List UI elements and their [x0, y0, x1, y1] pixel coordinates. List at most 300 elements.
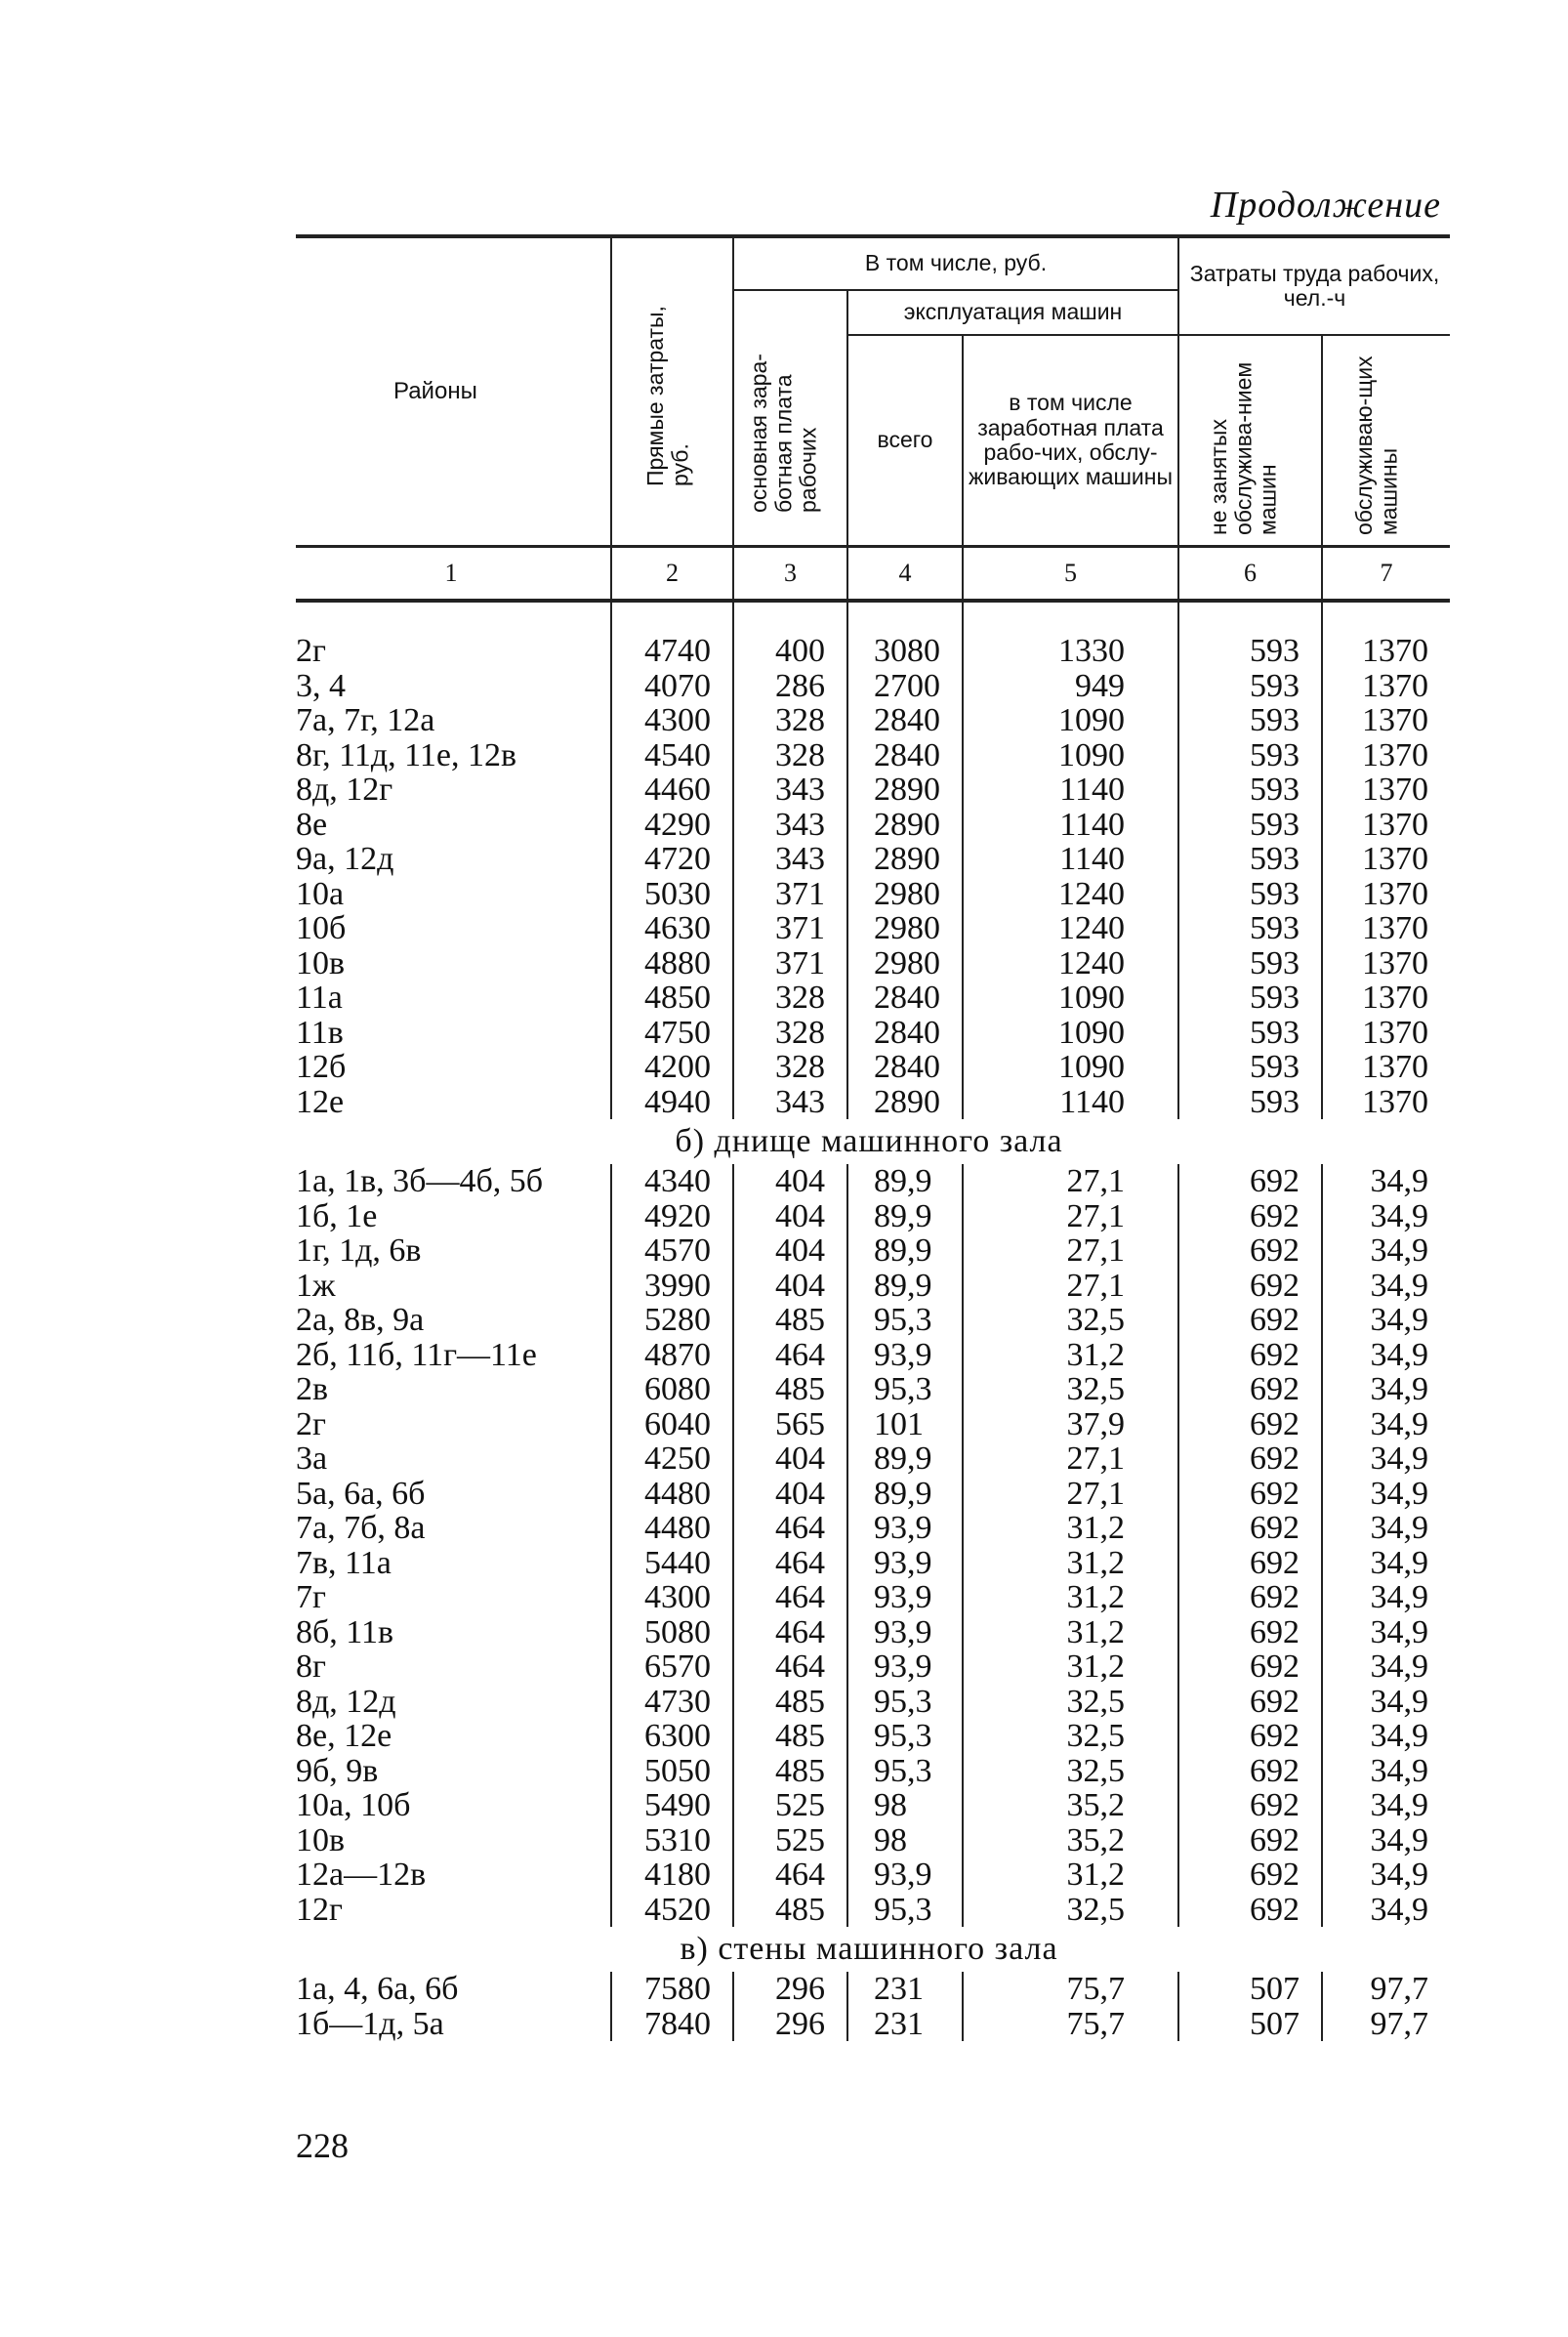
value-cell: 6570	[611, 1649, 733, 1685]
value-cell: 27,1	[963, 1477, 1178, 1512]
spacer-cell	[1178, 601, 1322, 634]
value-cell: 692	[1178, 1754, 1322, 1789]
value-cell: 4940	[611, 1085, 733, 1120]
table-row	[296, 1511, 1450, 1546]
table-row	[296, 1085, 1450, 1120]
value-cell: 27,1	[963, 1164, 1178, 1199]
table-row	[296, 1685, 1450, 1720]
value-cell: 34,9	[1322, 1199, 1450, 1234]
value-cell: 4570	[611, 1233, 733, 1269]
value-cell: 525	[733, 1823, 847, 1858]
value-cell: 593	[1178, 634, 1322, 669]
value-cell: 343	[733, 842, 847, 877]
column-number: 5	[963, 547, 1178, 602]
value-cell: 34,9	[1322, 1685, 1450, 1720]
district-cell: 10в	[296, 1821, 346, 1858]
value-cell: 34,9	[1322, 1269, 1450, 1304]
value-cell: 593	[1178, 842, 1322, 877]
table-row	[296, 1719, 1450, 1754]
value-cell: 593	[1178, 772, 1322, 808]
column-number: 4	[847, 547, 963, 602]
value-cell: 34,9	[1322, 1407, 1450, 1442]
value-cell: 1370	[1322, 808, 1450, 843]
value-cell: 464	[733, 1511, 847, 1546]
value-cell: 2890	[847, 1085, 963, 1120]
value-cell: 1140	[963, 772, 1178, 808]
value-cell: 95,3	[847, 1893, 963, 1928]
column-number: 3	[733, 547, 847, 602]
value-cell: 404	[733, 1477, 847, 1512]
value-cell: 3990	[611, 1269, 733, 1304]
table-row	[296, 1477, 1450, 1512]
spacer-cell	[847, 601, 963, 634]
value-cell: 5280	[611, 1303, 733, 1338]
value-cell: 34,9	[1322, 1233, 1450, 1269]
value-cell: 692	[1178, 1441, 1322, 1477]
value-cell: 7840	[611, 2007, 733, 2042]
value-cell: 949	[963, 669, 1178, 704]
value-cell: 2890	[847, 808, 963, 843]
value-cell: 5310	[611, 1823, 733, 1858]
value-cell: 400	[733, 634, 847, 669]
district-cell: 8е	[296, 806, 328, 843]
table-row	[296, 1199, 1450, 1234]
value-cell: 4340	[611, 1164, 733, 1199]
value-cell: 34,9	[1322, 1511, 1450, 1546]
header-total: всего	[847, 335, 963, 547]
spacer-cell	[296, 601, 611, 634]
district-cell: 10а, 10б	[296, 1787, 411, 1823]
value-cell: 692	[1178, 1233, 1322, 1269]
value-cell: 34,9	[1322, 1754, 1450, 1789]
district-cell: 8г	[296, 1648, 326, 1685]
value-cell: 692	[1178, 1580, 1322, 1615]
value-cell: 34,9	[1322, 1788, 1450, 1823]
header-including-wages: в том числе заработная плата рабо-чих, обслу-живающих машины	[963, 335, 1178, 547]
table-row	[296, 1233, 1450, 1269]
value-cell: 93,9	[847, 1511, 963, 1546]
district-cell: 8б, 11в	[296, 1613, 394, 1650]
district-cell: 8д, 12г	[296, 772, 393, 808]
district-cell: 12е	[296, 1083, 345, 1120]
value-cell: 27,1	[963, 1199, 1178, 1234]
value-cell: 4520	[611, 1893, 733, 1928]
table-row	[296, 634, 1450, 669]
value-cell: 593	[1178, 946, 1322, 981]
district-cell: 12а—12в	[296, 1857, 427, 1893]
table-row	[296, 772, 1450, 808]
district-cell: 2г	[296, 633, 326, 669]
table-row	[296, 1372, 1450, 1407]
value-cell: 485	[733, 1893, 847, 1928]
value-cell: 1140	[963, 808, 1178, 843]
table-row	[296, 946, 1450, 981]
value-cell: 34,9	[1322, 1338, 1450, 1373]
header-base-wages: основная зара-ботная плата рабочих	[733, 290, 847, 547]
district-cell: 11а	[296, 980, 343, 1016]
value-cell: 93,9	[847, 1857, 963, 1893]
value-cell: 2980	[847, 877, 963, 912]
value-cell: 464	[733, 1580, 847, 1615]
value-cell: 95,3	[847, 1719, 963, 1754]
value-cell: 4300	[611, 1580, 733, 1615]
district-cell: 3, 4	[296, 667, 346, 704]
value-cell: 95,3	[847, 1754, 963, 1789]
value-cell: 692	[1178, 1685, 1322, 1720]
value-cell: 328	[733, 703, 847, 738]
value-cell: 4740	[611, 634, 733, 669]
value-cell: 328	[733, 1016, 847, 1051]
value-cell: 4880	[611, 946, 733, 981]
value-cell: 4200	[611, 1050, 733, 1085]
district-cell: 5а, 6а, 6б	[296, 1475, 426, 1512]
value-cell: 1370	[1322, 946, 1450, 981]
table-row	[296, 669, 1450, 704]
value-cell: 1090	[963, 738, 1178, 773]
value-cell: 34,9	[1322, 1441, 1450, 1477]
value-cell: 6040	[611, 1407, 733, 1442]
cost-table	[296, 234, 1450, 2041]
value-cell: 6300	[611, 1719, 733, 1754]
value-cell: 485	[733, 1372, 847, 1407]
value-cell: 507	[1178, 2007, 1322, 2042]
value-cell: 5490	[611, 1788, 733, 1823]
district-cell: 9б, 9в	[296, 1752, 379, 1789]
value-cell: 1090	[963, 703, 1178, 738]
value-cell: 75,7	[963, 1972, 1178, 2007]
value-cell: 101	[847, 1407, 963, 1442]
column-number: 1	[296, 547, 611, 602]
district-cell: 1ж	[296, 1267, 336, 1304]
value-cell: 286	[733, 669, 847, 704]
value-cell: 593	[1178, 911, 1322, 946]
value-cell: 1370	[1322, 738, 1450, 773]
value-cell: 4460	[611, 772, 733, 808]
table-row	[296, 2007, 1450, 2042]
value-cell: 34,9	[1322, 1546, 1450, 1581]
value-cell: 1140	[963, 842, 1178, 877]
value-cell: 32,5	[963, 1372, 1178, 1407]
value-cell: 1370	[1322, 1085, 1450, 1120]
value-cell: 4720	[611, 842, 733, 877]
district-cell: 3а	[296, 1440, 328, 1477]
value-cell: 485	[733, 1719, 847, 1754]
value-cell: 464	[733, 1338, 847, 1373]
value-cell: 89,9	[847, 1269, 963, 1304]
section-title: б) днище машинного зала	[675, 1123, 1063, 1159]
section-title-row	[296, 1119, 1450, 1164]
value-cell: 89,9	[847, 1164, 963, 1199]
district-cell: 7г	[296, 1579, 326, 1615]
value-cell: 343	[733, 772, 847, 808]
value-cell: 93,9	[847, 1338, 963, 1373]
value-cell: 565	[733, 1407, 847, 1442]
table-row	[296, 1972, 1450, 2007]
value-cell: 692	[1178, 1511, 1322, 1546]
district-cell: 1а, 1в, 3б—4б, 5б	[296, 1163, 544, 1199]
value-cell: 404	[733, 1441, 847, 1477]
value-cell: 328	[733, 1050, 847, 1085]
header-machine-operation: эксплуатация машин	[847, 290, 1178, 335]
table-row	[296, 703, 1450, 738]
spacer-cell	[611, 601, 733, 634]
table-row	[296, 1615, 1450, 1650]
table-row	[296, 1893, 1450, 1928]
table-row	[296, 1546, 1450, 1581]
value-cell: 5030	[611, 877, 733, 912]
district-cell: 2б, 11б, 11г—11е	[296, 1336, 537, 1373]
value-cell: 692	[1178, 1649, 1322, 1685]
continuation-label: Продолжение	[1210, 185, 1441, 226]
district-cell: 1а, 4, 6а, 6б	[296, 1971, 459, 2007]
value-cell: 1370	[1322, 669, 1450, 704]
district-cell: 7а, 7г, 12а	[296, 702, 435, 738]
value-cell: 89,9	[847, 1477, 963, 1512]
value-cell: 34,9	[1322, 1372, 1450, 1407]
table-row	[296, 1788, 1450, 1823]
value-cell: 2890	[847, 842, 963, 877]
table-row	[296, 877, 1450, 912]
value-cell: 692	[1178, 1407, 1322, 1442]
value-cell: 692	[1178, 1788, 1322, 1823]
value-cell: 4300	[611, 703, 733, 738]
value-cell: 89,9	[847, 1441, 963, 1477]
value-cell: 4540	[611, 738, 733, 773]
value-cell: 593	[1178, 1085, 1322, 1120]
value-cell: 231	[847, 2007, 963, 2042]
value-cell: 31,2	[963, 1511, 1178, 1546]
header-labor-costs: Затраты труда рабочих, чел.-ч	[1178, 236, 1450, 335]
page-number: 228	[296, 2126, 349, 2165]
table-row	[296, 1016, 1450, 1051]
value-cell: 95,3	[847, 1685, 963, 1720]
value-cell: 31,2	[963, 1615, 1178, 1650]
value-cell: 343	[733, 1085, 847, 1120]
value-cell: 231	[847, 1972, 963, 2007]
table-row	[296, 1580, 1450, 1615]
district-cell: 7в, 11а	[296, 1544, 392, 1581]
value-cell: 692	[1178, 1338, 1322, 1373]
value-cell: 35,2	[963, 1823, 1178, 1858]
table-row	[296, 1754, 1450, 1789]
value-cell: 692	[1178, 1372, 1322, 1407]
spacer-cell	[733, 601, 847, 634]
value-cell: 692	[1178, 1269, 1322, 1304]
table-row	[296, 738, 1450, 773]
value-cell: 34,9	[1322, 1893, 1450, 1928]
value-cell: 31,2	[963, 1649, 1178, 1685]
table-row	[296, 1823, 1450, 1858]
district-cell: 8д, 12д	[296, 1683, 396, 1720]
value-cell: 692	[1178, 1823, 1322, 1858]
value-cell: 34,9	[1322, 1303, 1450, 1338]
value-cell: 4290	[611, 808, 733, 843]
value-cell: 2980	[847, 946, 963, 981]
value-cell: 98	[847, 1788, 963, 1823]
table-row	[296, 1164, 1450, 1199]
value-cell: 404	[733, 1233, 847, 1269]
value-cell: 35,2	[963, 1788, 1178, 1823]
table-row	[296, 1050, 1450, 1085]
value-cell: 31,2	[963, 1338, 1178, 1373]
value-cell: 404	[733, 1164, 847, 1199]
value-cell: 1090	[963, 1016, 1178, 1051]
value-cell: 89,9	[847, 1199, 963, 1234]
header-including-rub: В том числе, руб.	[733, 236, 1178, 290]
value-cell: 692	[1178, 1164, 1322, 1199]
header-serving-machines: обслуживаю-щих машины	[1322, 335, 1450, 547]
value-cell: 4250	[611, 1441, 733, 1477]
value-cell: 93,9	[847, 1546, 963, 1581]
value-cell: 593	[1178, 669, 1322, 704]
value-cell: 32,5	[963, 1893, 1178, 1928]
header-not-serving-machines: не занятых обслужива-нием машин	[1178, 335, 1322, 547]
value-cell: 1370	[1322, 1050, 1450, 1085]
header-districts: Районы	[296, 236, 611, 547]
value-cell: 32,5	[963, 1754, 1178, 1789]
value-cell: 371	[733, 911, 847, 946]
value-cell: 34,9	[1322, 1615, 1450, 1650]
value-cell: 464	[733, 1649, 847, 1685]
value-cell: 95,3	[847, 1303, 963, 1338]
value-cell: 296	[733, 1972, 847, 2007]
spacer-row	[296, 601, 1450, 634]
column-number: 6	[1178, 547, 1322, 602]
value-cell: 1370	[1322, 703, 1450, 738]
value-cell: 692	[1178, 1546, 1322, 1581]
value-cell: 525	[733, 1788, 847, 1823]
value-cell: 4630	[611, 911, 733, 946]
value-cell: 593	[1178, 877, 1322, 912]
value-cell: 485	[733, 1685, 847, 1720]
value-cell: 692	[1178, 1199, 1322, 1234]
value-cell: 5080	[611, 1615, 733, 1650]
value-cell: 6080	[611, 1372, 733, 1407]
section-title: в) стены машинного зала	[680, 1931, 1058, 1967]
table-row	[296, 1441, 1450, 1477]
value-cell: 32,5	[963, 1685, 1178, 1720]
column-number: 7	[1322, 547, 1450, 602]
value-cell: 4850	[611, 981, 733, 1016]
value-cell: 1370	[1322, 1016, 1450, 1051]
value-cell: 1330	[963, 634, 1178, 669]
value-cell: 507	[1178, 1972, 1322, 2007]
value-cell: 404	[733, 1269, 847, 1304]
value-cell: 34,9	[1322, 1164, 1450, 1199]
value-cell: 97,7	[1322, 1972, 1450, 2007]
value-cell: 93,9	[847, 1615, 963, 1650]
district-cell: 10а	[296, 875, 345, 912]
value-cell: 296	[733, 2007, 847, 2042]
value-cell: 1370	[1322, 634, 1450, 669]
value-cell: 371	[733, 877, 847, 912]
value-cell: 2840	[847, 1016, 963, 1051]
value-cell: 1370	[1322, 911, 1450, 946]
value-cell: 32,5	[963, 1719, 1178, 1754]
district-cell: 1б, 1е	[296, 1197, 378, 1234]
value-cell: 34,9	[1322, 1580, 1450, 1615]
value-cell: 692	[1178, 1303, 1322, 1338]
spacer-cell	[1322, 601, 1450, 634]
value-cell: 464	[733, 1615, 847, 1650]
value-cell: 1090	[963, 1050, 1178, 1085]
value-cell: 4180	[611, 1857, 733, 1893]
value-cell: 1240	[963, 946, 1178, 981]
value-cell: 31,2	[963, 1580, 1178, 1615]
table-row	[296, 1269, 1450, 1304]
value-cell: 1370	[1322, 981, 1450, 1016]
district-cell: 12б	[296, 1049, 347, 1085]
value-cell: 93,9	[847, 1649, 963, 1685]
value-cell: 93,9	[847, 1580, 963, 1615]
value-cell: 5050	[611, 1754, 733, 1789]
value-cell: 97,7	[1322, 2007, 1450, 2042]
district-cell: 12г	[296, 1891, 343, 1928]
value-cell: 1370	[1322, 842, 1450, 877]
value-cell: 4870	[611, 1338, 733, 1373]
table-row	[296, 911, 1450, 946]
value-cell: 343	[733, 808, 847, 843]
value-cell: 4480	[611, 1477, 733, 1512]
value-cell: 31,2	[963, 1857, 1178, 1893]
value-cell: 328	[733, 981, 847, 1016]
value-cell: 75,7	[963, 2007, 1178, 2042]
value-cell: 4480	[611, 1511, 733, 1546]
district-cell: 2г	[296, 1405, 326, 1442]
table-row	[296, 808, 1450, 843]
value-cell: 2840	[847, 738, 963, 773]
table-row	[296, 1407, 1450, 1442]
value-cell: 32,5	[963, 1303, 1178, 1338]
district-cell: 10б	[296, 910, 347, 946]
district-cell: 8е, 12е	[296, 1718, 392, 1754]
district-cell: 1б—1д, 5а	[296, 2005, 444, 2042]
value-cell: 593	[1178, 703, 1322, 738]
value-cell: 2700	[847, 669, 963, 704]
value-cell: 34,9	[1322, 1477, 1450, 1512]
value-cell: 464	[733, 1546, 847, 1581]
value-cell: 593	[1178, 738, 1322, 773]
value-cell: 1370	[1322, 772, 1450, 808]
table-row	[296, 1338, 1450, 1373]
value-cell: 485	[733, 1754, 847, 1789]
value-cell: 3080	[847, 634, 963, 669]
value-cell: 27,1	[963, 1269, 1178, 1304]
table-row	[296, 1649, 1450, 1685]
value-cell: 27,1	[963, 1441, 1178, 1477]
district-cell: 2в	[296, 1371, 329, 1407]
value-cell: 95,3	[847, 1372, 963, 1407]
value-cell: 1090	[963, 981, 1178, 1016]
value-cell: 34,9	[1322, 1823, 1450, 1858]
district-cell: 1г, 1д, 6в	[296, 1232, 422, 1269]
value-cell: 1240	[963, 911, 1178, 946]
header-direct-costs: Прямые затраты, руб.	[611, 236, 733, 547]
value-cell: 7580	[611, 1972, 733, 2007]
section-title-row	[296, 1927, 1450, 1972]
value-cell: 4070	[611, 669, 733, 704]
value-cell: 31,2	[963, 1546, 1178, 1581]
value-cell: 4730	[611, 1685, 733, 1720]
value-cell: 34,9	[1322, 1719, 1450, 1754]
table-row	[296, 1303, 1450, 1338]
district-cell: 11в	[296, 1014, 344, 1051]
value-cell: 692	[1178, 1893, 1322, 1928]
value-cell: 464	[733, 1857, 847, 1893]
spacer-cell	[963, 601, 1178, 634]
value-cell: 593	[1178, 1016, 1322, 1051]
value-cell: 692	[1178, 1857, 1322, 1893]
